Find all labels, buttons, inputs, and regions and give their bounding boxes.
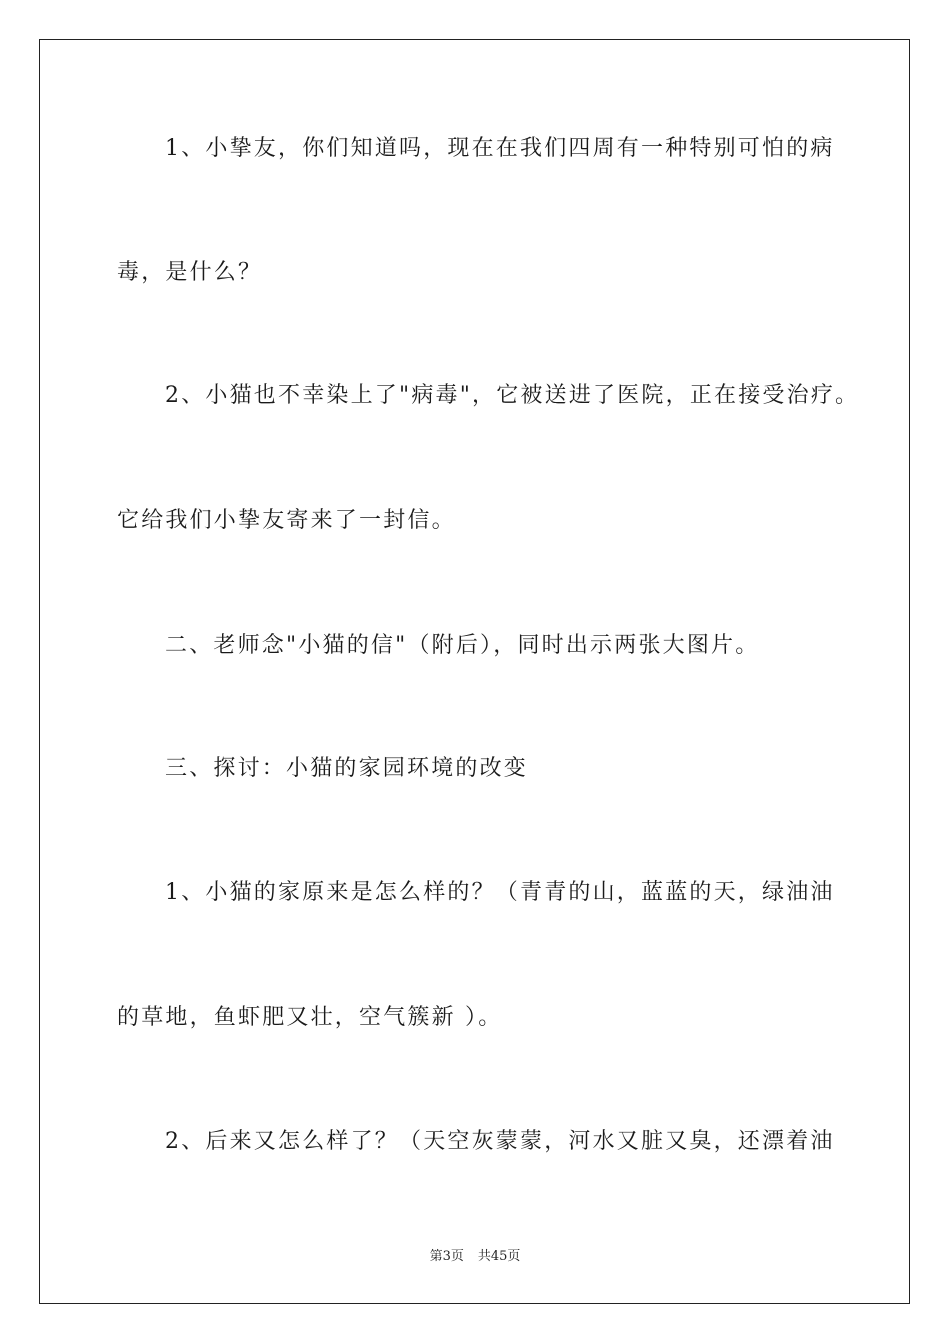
page-number: 第3页	[429, 1249, 464, 1264]
paragraph-line-8: 的草地，鱼虾肥又壮，空气簇新 ）。	[117, 1005, 503, 1030]
page-total: 共45页	[477, 1249, 521, 1264]
paragraph-line-7: 1、小猫的家原来是怎么样的？（青青的山，蓝蓝的天，绿油油	[165, 880, 835, 905]
paragraph-line-5: 二、老师念"小猫的信"（附后），同时出示两张大图片。	[165, 633, 760, 658]
paragraph-line-3: 2、小猫也不幸染上了"病毒"，它被送进了医院，正在接受治疗。	[165, 383, 860, 408]
paragraph-line-4: 它给我们小挚友寄来了一封信。	[117, 508, 456, 533]
page-border	[39, 39, 910, 1304]
paragraph-line-6: 三、探讨：小猫的家园环境的改变	[165, 756, 529, 781]
paragraph-line-2: 毒，是什么？	[117, 260, 263, 285]
paragraph-line-9: 2、后来又怎么样了？（天空灰蒙蒙，河水又脏又臭，还漂着油	[165, 1129, 835, 1154]
page-footer	[0, 1248, 950, 1266]
paragraph-line-1: 1、小挚友，你们知道吗，现在在我们四周有一种特别可怕的病	[165, 136, 835, 161]
